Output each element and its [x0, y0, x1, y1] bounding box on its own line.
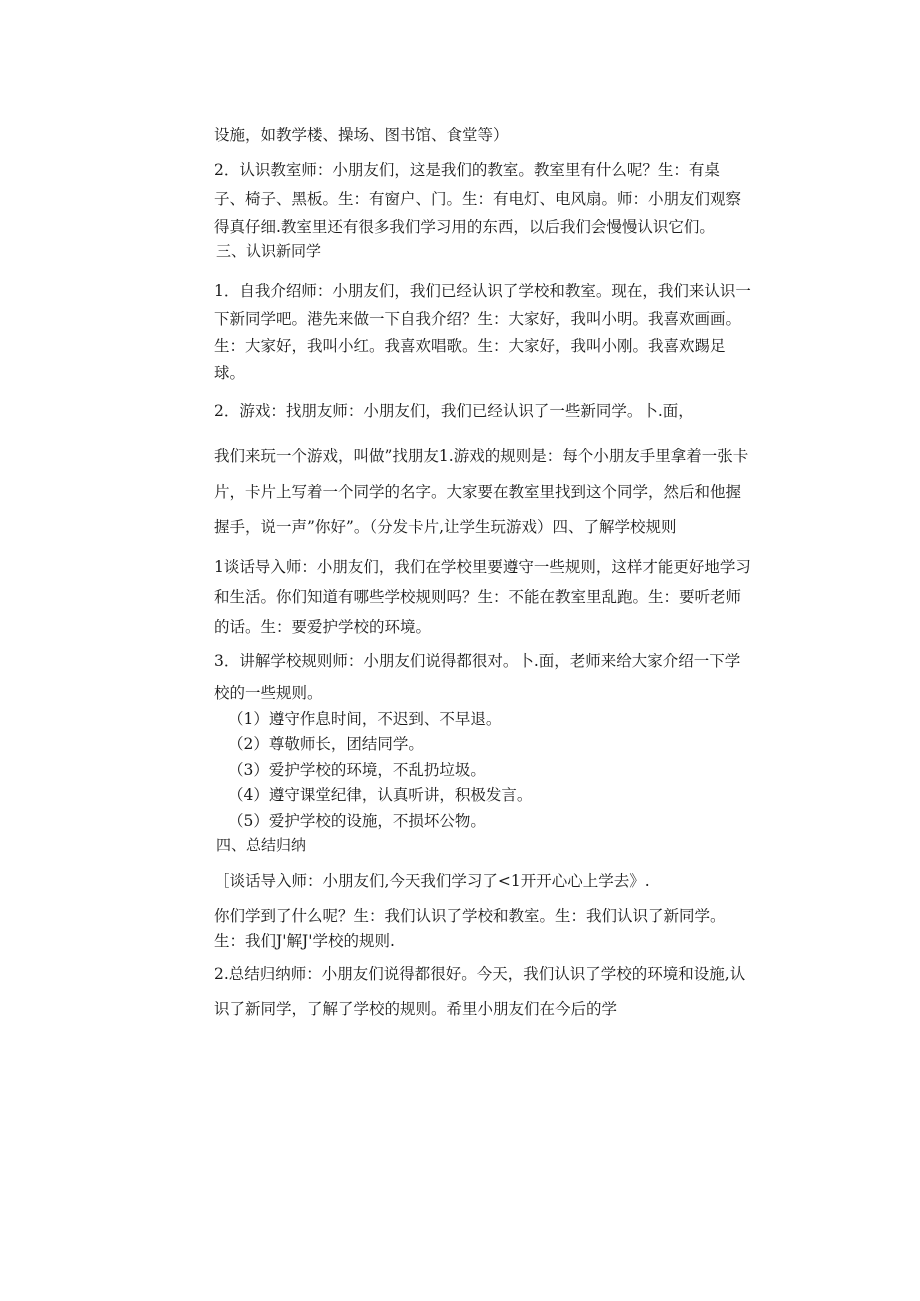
rule-item: （2）尊敬师长，团结同学。	[228, 735, 424, 753]
text-line: 你们学到了什么呢？生：我们认识了学校和教室。生：我们认识了新同学。	[214, 907, 726, 925]
text-line: 校的一些规则。	[214, 684, 323, 702]
text-line: 2.总结归纳师：小朋友们说得都很好。今天，我们认识了学校的环境和设施,认	[214, 965, 746, 983]
text-line: 片，卡片上写着一个同学的名字。大家要在教室里找到这个同学，然后和他握	[214, 483, 742, 501]
rule-item: （3）爱护学校的环境，不乱扔垃圾。	[228, 761, 486, 779]
text-line: 的话。生：要爱护学校的环境。	[214, 618, 432, 636]
text-line: 生：大家好，我叫小红。我喜欢唱歌。生：大家好，我叫小刚。我喜欢踢足	[214, 337, 726, 355]
section-heading: 三、认识新同学	[216, 242, 322, 260]
text-line: 设施，如教学楼、操场、图书馆、食堂等）	[214, 126, 509, 144]
text-line: 识了新同学，了解了学校的规则。希里小朋友们在今后的学	[214, 1000, 618, 1018]
section-heading: 四、总结归纳	[216, 836, 307, 854]
text-line: 子、椅子、黑板。生：有窗户、门。生：有电灯、电风扇。师：小朋友们观察	[214, 190, 742, 208]
rule-item: （4）遵守课堂纪律，认真听讲，积极发言。	[228, 786, 533, 804]
text-line: 2．游戏：找朋友师：小朋友们，我们已经认识了一些新同学。卜.面，	[214, 402, 694, 420]
rule-item: （1）遵守作息时间，不迟到、不早退。	[228, 710, 502, 728]
rule-item: （5）爱护学校的设施，不损坏公物。	[228, 812, 486, 830]
text-line: 和生活。你们知道有哪些学校规则吗？生：不能在教室里乱跑。生：要听老师	[214, 588, 742, 606]
text-line: 下新同学吧。港先来做一下自我介绍？生：大家好，我叫小明。我喜欢画画。	[214, 310, 742, 328]
text-line: 球。	[214, 364, 246, 382]
text-line: 生：我们J'解J'学校的规则.	[214, 932, 395, 950]
text-line: 2．认识教室师：小朋友们，这是我们的教室。教室里有什么呢？生：有桌	[214, 161, 720, 179]
text-line: 1．自我介绍师：小朋友们，我们已经认识了学校和教室。现在，我们来认识一	[214, 282, 751, 300]
text-line: ［谈话导入师：小朋友们,今天我们学习了<1开开心心上学去》.	[214, 872, 650, 890]
text-line: 我们来玩一个游戏，叫做”找朋友1.游戏的规则是：每个小朋友手里拿着一张卡	[214, 447, 749, 465]
text-line: 得真仔细.教室里还有很多我们学习用的东西，以后我们会慢慢认识它们。	[214, 218, 715, 236]
text-line: 3．讲解学校规则师：小朋友们说得都很对。卜.面，老师来给大家介绍一下学	[214, 652, 741, 670]
text-line: 1谈话导入师：小朋友们，我们在学校里要遵守一些规则，这样才能更好地学习	[214, 558, 751, 576]
text-line: 握手，说一声”你好”。（分发卡片,让学生玩游戏）四、了解学校规则	[214, 518, 677, 536]
